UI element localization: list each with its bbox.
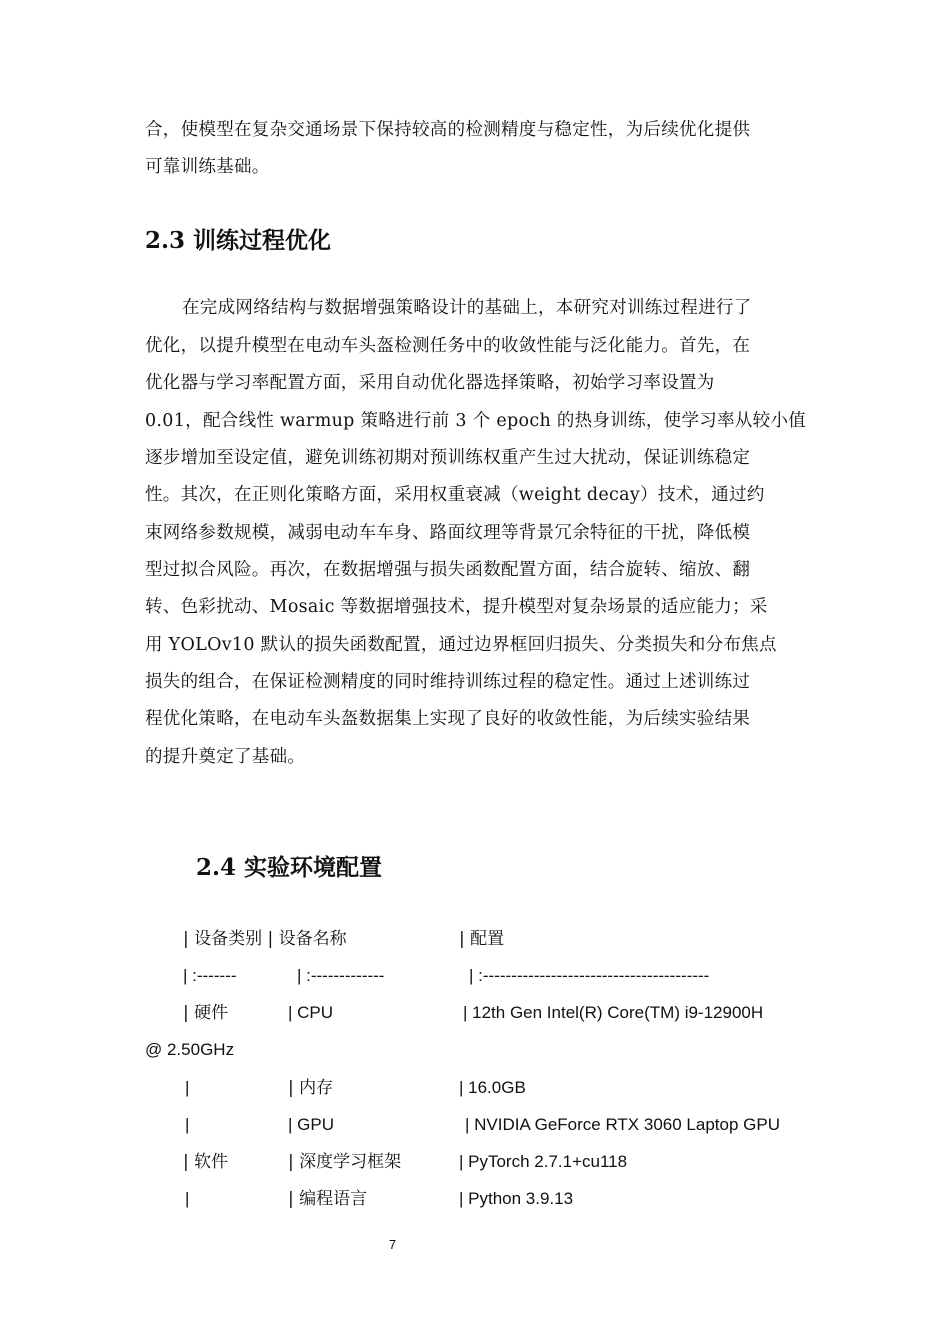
paragraph-line: 在完成网络结构与数据增强策略设计的基础上，本研究对训练过程进行了 — [182, 298, 752, 318]
paragraph-line: 转、色彩扰动、Mosaic 等数据增强技术，提升模型对复杂场景的适应能力；采 — [145, 597, 768, 617]
paragraph-line: 逐步增加至设定值，避免训练初期对预训练权重产生过大扰动，保证训练稳定 — [145, 448, 751, 468]
paragraph-line: 优化，以提升模型在电动车头盔检测任务中的收敛性能与泛化能力。首先，在 — [145, 336, 751, 356]
section-heading: 2.3 训练过程优化 — [145, 227, 332, 254]
table-row — [0, 1075, 950, 1101]
table-cell: | 设备类别 | 设备名称 — [183, 929, 347, 949]
paragraph-line: 性。其次，在正则化策略方面，采用权重衰减（weight decay）技术，通过约 — [145, 485, 765, 505]
table-cell: | 深度学习框架 — [288, 1152, 402, 1172]
paragraph-line: 0.01，配合线性 warmup 策略进行前 3 个 epoch 的热身训练，使学习率从较小值 — [145, 411, 807, 431]
table-cell: | 16.0GB — [459, 1078, 526, 1097]
table-cell: | PyTorch 2.7.1+cu118 — [459, 1152, 628, 1171]
paragraph-line: 束网络参数规模，减弱电动车车身、路面纹理等背景冗余特征的干扰，降低模 — [145, 523, 751, 543]
paragraph-line: 的提升奠定了基础。 — [145, 747, 306, 767]
paragraph-line: 可靠训练基础。 — [145, 157, 270, 177]
table-row — [0, 926, 950, 952]
table-cell: | CPU — [288, 1003, 334, 1022]
table-cell: | 软件 — [183, 1152, 229, 1172]
paragraph-line: 损失的组合，在保证检测精度的同时维持训练过程的稳定性。通过上述训练过 — [145, 672, 751, 692]
table-cell: | GPU — [288, 1115, 334, 1134]
paragraph-line: 用 YOLOv10 默认的损失函数配置，通过边界框回归损失、分类损失和分布焦点 — [145, 635, 777, 655]
table-row — [0, 1186, 950, 1212]
table-cell: | 编程语言 — [288, 1189, 368, 1209]
table-cell: | — [185, 1078, 190, 1097]
table-cell: | 配置 — [459, 929, 505, 949]
table-cell: | 12th Gen Intel(R) Core(TM) i9-12900H — [463, 1003, 764, 1022]
table-cell: | :------------- — [297, 966, 385, 985]
paragraph-line: 程优化策略，在电动车头盔数据集上实现了良好的收敛性能，为后续实验结果 — [145, 709, 751, 729]
table-cell: | :---------------------------------------- — [469, 966, 710, 985]
table-row — [0, 963, 950, 989]
paragraph-line: 优化器与学习率配置方面，采用自动优化器选择策略，初始学习率设置为 — [145, 373, 715, 393]
table-row — [0, 1112, 950, 1138]
paragraph-line: 合，使模型在复杂交通场景下保持较高的检测精度与稳定性，为后续优化提供 — [145, 120, 751, 140]
table-cell: | — [185, 1115, 190, 1134]
page-number: 7 — [388, 1237, 397, 1252]
table-cell: | :------- — [183, 966, 237, 985]
table-cell: | 硬件 — [183, 1003, 229, 1023]
table-cell: | 内存 — [288, 1078, 334, 1098]
table-row — [0, 1037, 950, 1063]
table-row — [0, 1149, 950, 1175]
table-cell: | Python 3.9.13 — [459, 1189, 574, 1208]
table-cell: | NVIDIA GeForce RTX 3060 Laptop GPU — [465, 1115, 780, 1134]
table-cell: @ 2.50GHz — [145, 1040, 235, 1059]
table-row — [0, 1000, 950, 1026]
section-heading: 2.4 实验环境配置 — [196, 854, 383, 881]
table-cell: | — [185, 1189, 190, 1208]
paragraph-line: 型过拟合风险。再次，在数据增强与损失函数配置方面，结合旋转、缩放、翻 — [145, 560, 751, 580]
